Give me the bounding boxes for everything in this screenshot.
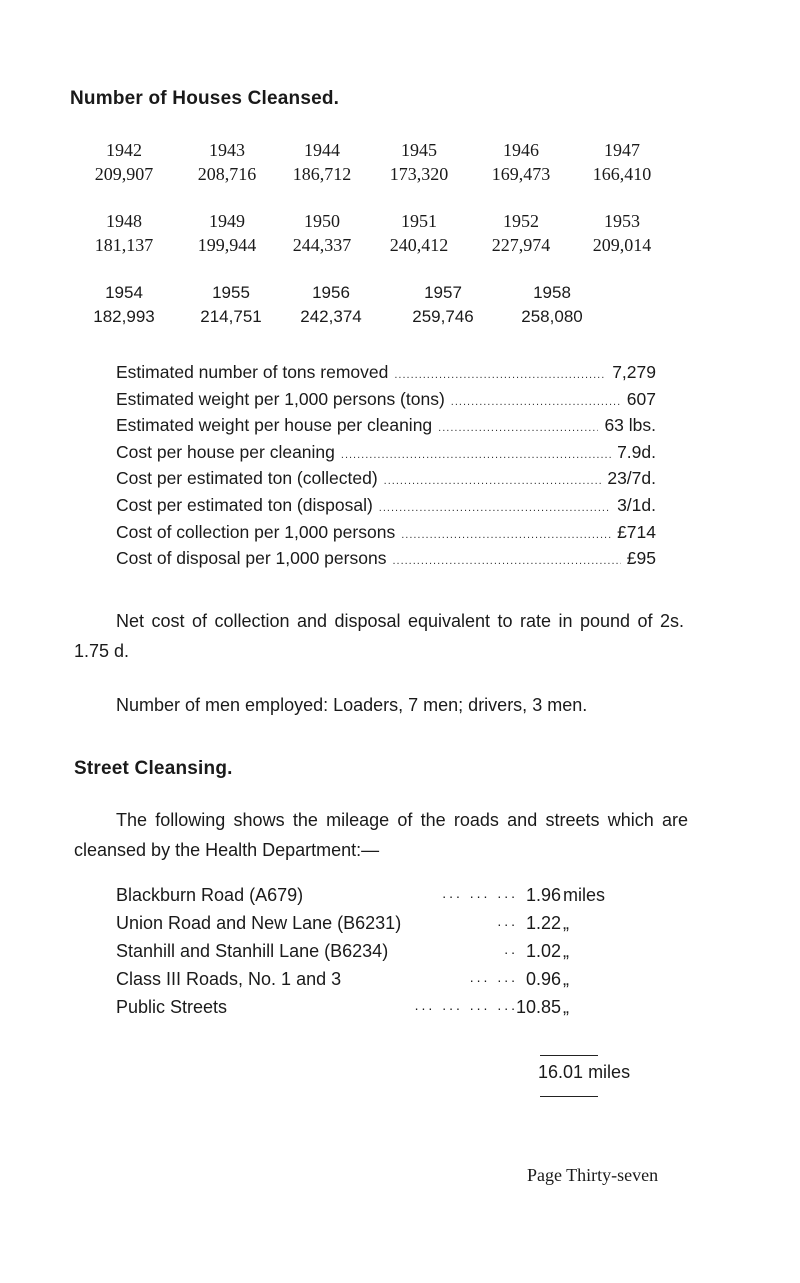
dot-leader [401,529,611,541]
net-cost-paragraph: Net cost of collection and disposal equivalent to rate in pound of 2s. 1.75 d. [74,611,684,661]
year-label: 1947 [604,140,640,160]
year-label: 1958 [533,283,571,302]
year-label: 1954 [105,283,143,302]
count-row [0,164,800,188]
year-label: 1957 [424,283,462,302]
count-value: 186,712 [292,164,352,184]
stat-row [116,415,656,442]
road-row [116,969,696,997]
stat-value: 3/1d. [617,494,656,515]
refuse-statistics [116,362,656,575]
total-mileage [538,1062,630,1083]
road-mileage-list [116,885,696,1025]
stat-label: Estimated number of tons removed [116,362,389,382]
year-label: 1944 [304,140,340,160]
total-miles: 16.01 [538,1062,584,1082]
road-unit: „ [563,969,569,989]
road-name: Union Road and New Lane (B6231) [116,913,402,933]
count-value: 166,410 [592,164,652,184]
stat-value: 7,279 [612,362,656,382]
road-miles: 1.02 [525,941,561,961]
count-value: 227,974 [491,235,551,255]
count-value: 240,412 [389,235,449,255]
stat-value: 7.9d. [617,441,656,462]
year-row [0,211,800,235]
total-rule-top [540,1055,598,1056]
count-value: 259,746 [412,307,474,326]
stat-value: £95 [626,548,656,569]
stat-row [116,362,656,389]
count-value: 173,320 [389,164,449,184]
year-label: 1956 [312,283,350,302]
stat-row [116,522,656,549]
dot-leader [392,555,620,567]
stat-label: Estimated weight per 1,000 persons (tons) [116,388,445,409]
dot-leader [394,369,606,381]
count-value: 214,751 [200,307,262,326]
street-intro-paragraph: The following shows the mileage of the roads and streets which are cleansed by the Health Department:— [74,810,688,860]
stat-value: £714 [617,521,656,542]
year-label: 1942 [106,140,142,160]
count-row [0,235,800,259]
road-name: Class III Roads, No. 1 and 3 [116,969,342,989]
stat-row [116,442,656,469]
road-row [116,997,696,1025]
road-unit: „ [563,913,569,933]
road-name: Public Streets [116,997,228,1017]
dot-leader: ... ... ... ... [414,997,518,1013]
year-label: 1952 [503,211,539,231]
count-value: 181,137 [94,235,154,255]
stat-label: Cost per house per cleaning [116,441,335,462]
year-label: 1950 [304,211,340,231]
total-rule-bottom [540,1096,598,1097]
road-miles: 1.96 [525,885,561,905]
count-value: 244,337 [292,235,352,255]
count-value: 209,014 [592,235,652,255]
dot-leader [341,449,611,461]
count-value: 182,993 [93,307,155,326]
page-number: Page Thirty-seven [527,1165,659,1185]
dot-leader [438,422,598,434]
road-row [116,885,696,913]
road-row [116,913,696,941]
count-value: 242,374 [300,307,362,326]
count-value: 169,473 [491,164,551,184]
road-unit: „ [563,997,569,1017]
stat-row [116,468,656,495]
road-miles: 0.96 [525,969,561,989]
stat-label: Cost of collection per 1,000 persons [116,521,396,542]
men-employed-paragraph: Number of men employed: Loaders, 7 men; drivers, 3 men. [116,695,588,715]
road-miles: 1.22 [525,913,561,933]
dot-leader: ... ... [469,969,518,985]
road-unit: miles [563,885,606,905]
year-label: 1943 [209,140,245,160]
road-name: Stanhill and Stanhill Lane (B6234) [116,941,389,961]
stat-row [116,548,656,575]
stat-row [116,389,656,416]
stat-label: Cost per estimated ton (disposal) [116,494,373,515]
dot-leader [379,502,611,514]
road-unit: „ [563,941,569,961]
count-value: 199,944 [197,235,257,255]
stat-value: 23/7d. [607,468,656,489]
stat-value: 63 lbs. [604,415,656,436]
houses-cleansed-heading: Number of Houses Cleansed. [70,88,340,109]
year-row [0,140,800,164]
stat-row [116,495,656,522]
dot-leader: .. [504,941,518,957]
year-label: 1955 [212,283,250,302]
stat-label: Cost of disposal per 1,000 persons [116,548,387,569]
street-cleansing-heading: Street Cleansing. [74,758,233,779]
dot-leader [384,475,602,487]
year-label: 1948 [106,211,142,231]
stat-label: Cost per estimated ton (collected) [116,468,378,489]
stat-value: 607 [626,388,656,409]
count-row [0,307,800,331]
road-row [116,941,696,969]
total-unit: miles [588,1062,631,1082]
year-label: 1953 [604,211,640,231]
dot-leader [451,396,621,408]
road-name: Blackburn Road (A679) [116,885,304,905]
year-row [0,283,800,307]
year-label: 1946 [503,140,539,160]
year-label: 1949 [209,211,245,231]
dot-leader: ... [497,913,518,929]
year-label: 1945 [401,140,437,160]
year-label: 1951 [401,211,437,231]
count-value: 258,080 [521,307,583,326]
dot-leader: ... ... ... [442,885,518,901]
stat-label: Estimated weight per house per cleaning [116,415,433,436]
road-miles: 10.85 [515,997,561,1017]
count-value: 208,716 [197,164,257,184]
count-value: 209,907 [94,164,154,184]
